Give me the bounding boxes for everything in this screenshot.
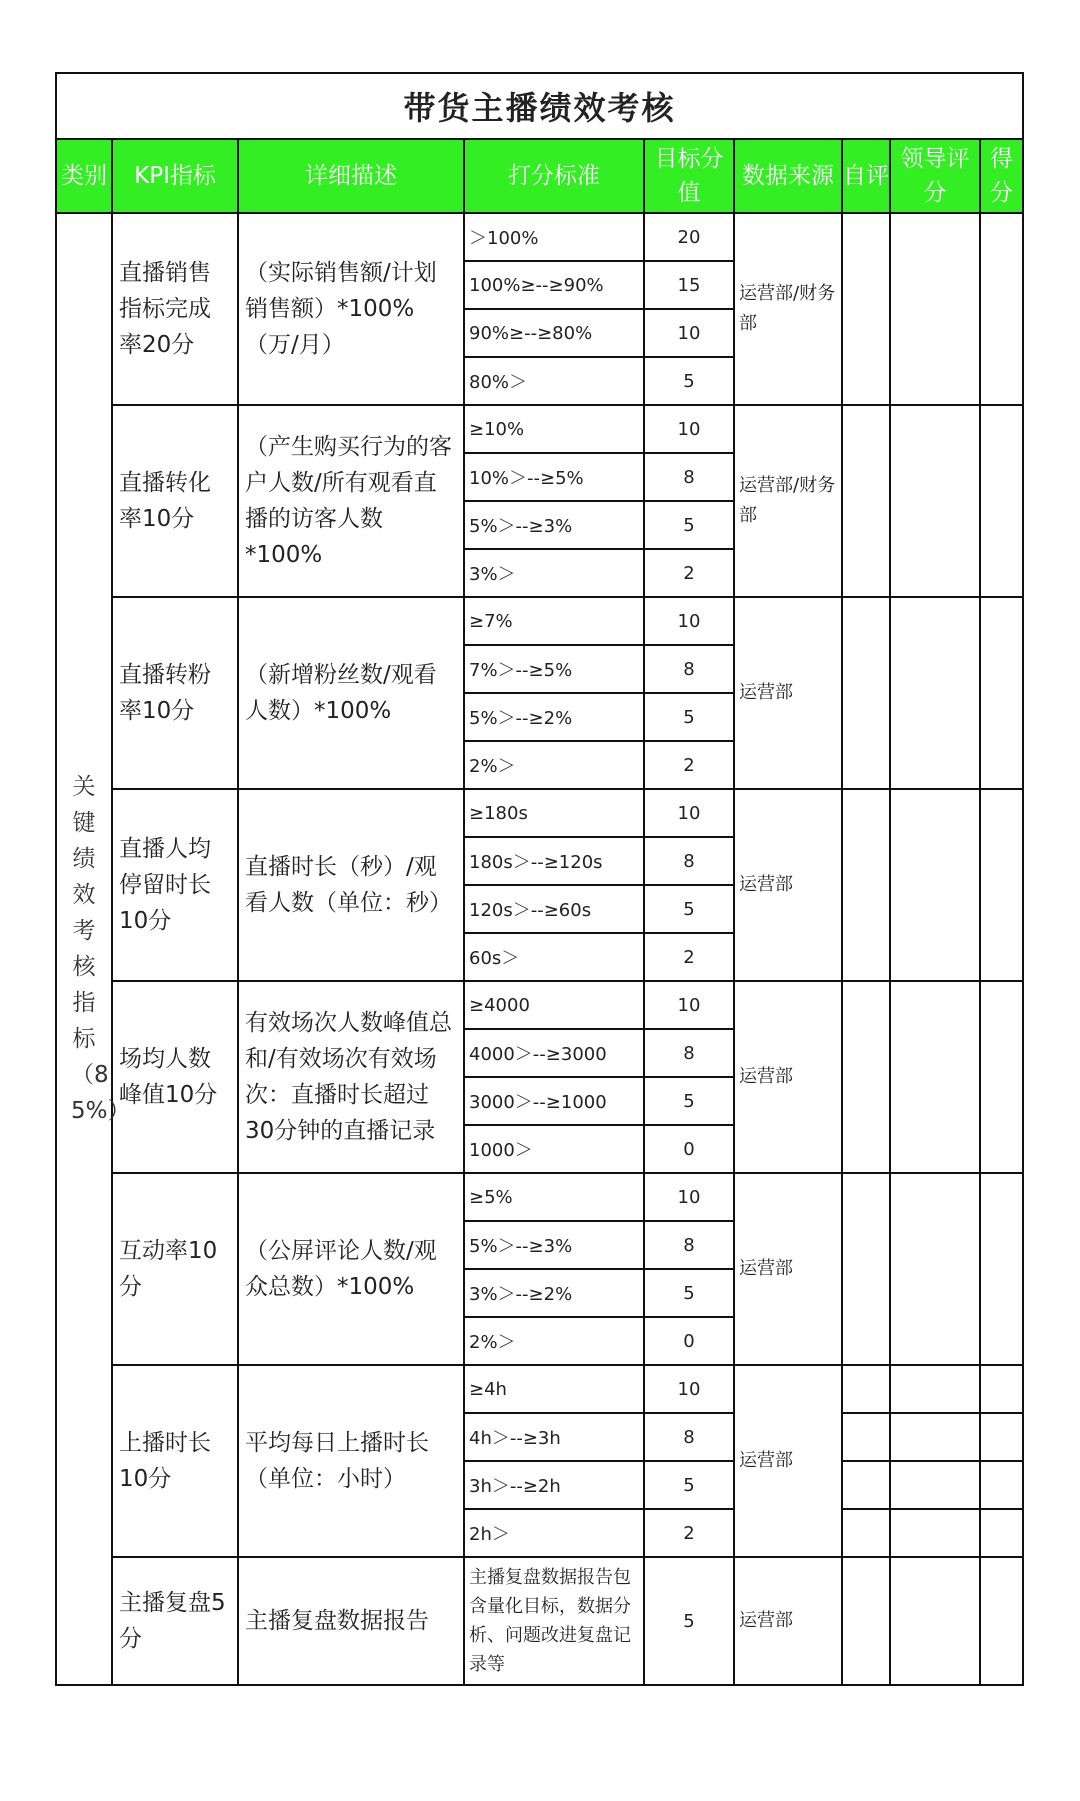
data-source-cell: 运营部/财务部 [734,213,842,405]
criteria-cell: 120s＞--≥60s [464,885,644,933]
kpi-name: 场均人数峰值10分 [112,981,238,1173]
table-row [56,981,1023,1029]
final-score-cell[interactable] [980,981,1023,1173]
target-score-cell: 0 [644,1317,734,1365]
target-score-cell: 10 [644,597,734,645]
criteria-cell: 100%≥--≥90% [464,261,644,309]
criteria-cell: 80%＞ [464,357,644,405]
kpi-name: 主播复盘5分 [112,1557,238,1685]
final-score-cell[interactable] [980,1461,1023,1509]
leader-score-input[interactable] [890,405,980,597]
leader-score-input[interactable] [890,1173,980,1365]
target-score-cell: 8 [644,645,734,693]
criteria-cell: 180s＞--≥120s [464,837,644,885]
target-score-cell: 5 [644,1461,734,1509]
header-self-score: 自评 [842,139,890,213]
criteria-cell: 2%＞ [464,741,644,789]
table-row [56,1557,1023,1685]
leader-score-input[interactable] [890,597,980,789]
criteria-cell: 5%＞--≥2% [464,693,644,741]
final-score-cell[interactable] [980,1173,1023,1365]
self-score-input[interactable] [842,597,890,789]
data-source-cell: 运营部 [734,1365,842,1557]
final-score-cell[interactable] [980,789,1023,981]
page-title: 带货主播绩效考核 [56,73,1023,139]
leader-score-input[interactable] [890,789,980,981]
target-score-cell: 2 [644,933,734,981]
target-score-cell: 10 [644,1365,734,1413]
criteria-cell: 3%＞--≥2% [464,1269,644,1317]
criteria-cell: 60s＞ [464,933,644,981]
table-row [56,789,1023,837]
criteria-cell: 2h＞ [464,1509,644,1557]
criteria-cell: 5%＞--≥3% [464,1221,644,1269]
category-cell [56,213,131,1685]
criteria-cell: 5%＞--≥3% [464,501,644,549]
criteria-cell: 1000＞ [464,1125,644,1173]
target-score-cell: 5 [644,501,734,549]
leader-score-input[interactable] [890,1557,980,1685]
leader-score-input[interactable] [890,1461,980,1509]
self-score-input[interactable] [842,789,890,981]
header-criteria: 打分标准 [464,139,644,213]
kpi-table-body [56,73,1023,1685]
final-score-cell[interactable] [980,1557,1023,1685]
header-leader-score: 领导评分 [890,139,980,213]
criteria-cell: 7%＞--≥5% [464,645,644,693]
header-final-score: 得分 [980,139,1023,213]
target-score-cell: 5 [644,1269,734,1317]
target-score-cell: 8 [644,453,734,501]
header-data-source: 数据来源 [734,139,842,213]
self-score-input[interactable] [842,1365,890,1413]
target-score-cell: 10 [644,981,734,1029]
table-row [56,1365,1023,1413]
criteria-cell: 4000＞--≥3000 [464,1029,644,1077]
kpi-name: 直播人均停留时长10分 [112,789,238,981]
target-score-cell: 8 [644,1029,734,1077]
target-score-cell: 10 [644,309,734,357]
criteria-cell: 4h＞--≥3h [464,1413,644,1461]
kpi-description: 直播时长（秒）/观看人数（单位：秒） [238,789,464,981]
kpi-description: 有效场次人数峰值总和/有效场次有效场次：直播时长超过30分钟的直播记录 [238,981,464,1173]
final-score-cell[interactable] [980,1365,1023,1413]
target-score-cell: 2 [644,1509,734,1557]
criteria-cell: 90%≥--≥80% [464,309,644,357]
criteria-cell: 3%＞ [464,549,644,597]
table-row [56,213,1023,261]
target-score-cell: 5 [644,1077,734,1125]
target-score-cell: 8 [644,1221,734,1269]
table-row [56,597,1023,645]
self-score-input[interactable] [842,1413,890,1461]
kpi-description: 主播复盘数据报告 [238,1557,464,1685]
table-row [56,405,1023,453]
target-score-cell: 10 [644,1173,734,1221]
final-score-cell[interactable] [980,405,1023,597]
target-score-cell: 20 [644,213,734,261]
leader-score-input[interactable] [890,213,980,405]
target-score-cell: 5 [644,693,734,741]
criteria-cell: 3h＞--≥2h [464,1461,644,1509]
target-score-cell: 10 [644,405,734,453]
self-score-input[interactable] [842,405,890,597]
self-score-input[interactable] [842,1461,890,1509]
target-score-cell: 5 [644,1557,734,1685]
criteria-cell: ≥4h [464,1365,644,1413]
kpi-description: （产生购买行为的客户人数/所有观看直播的访客人数*100% [238,405,464,597]
target-score-cell: 10 [644,789,734,837]
target-score-cell: 5 [644,885,734,933]
header-description: 详细描述 [238,139,464,213]
final-score-cell[interactable] [980,1413,1023,1461]
data-source-cell: 运营部/财务部 [734,405,842,597]
kpi-description: （实际销售额/计划销售额）*100%（万/月） [238,213,464,405]
leader-score-input[interactable] [890,1509,980,1557]
kpi-sheet [55,72,1022,1686]
header-kpi: KPI指标 [112,139,238,213]
target-score-cell: 8 [644,1413,734,1461]
criteria-cell: 主播复盘数据报告包含量化目标，数据分析、问题改进复盘记录等 [464,1557,644,1685]
final-score-cell[interactable] [980,1509,1023,1557]
criteria-cell: 2%＞ [464,1317,644,1365]
data-source-cell: 运营部 [734,597,842,789]
final-score-cell[interactable] [980,213,1023,405]
header-category: 类别 [56,139,112,213]
criteria-cell: ≥4000 [464,981,644,1029]
data-source-cell: 运营部 [734,789,842,981]
kpi-name: 直播销售指标完成率20分 [112,213,238,405]
leader-score-input[interactable] [890,1413,980,1461]
target-score-cell: 0 [644,1125,734,1173]
kpi-description: 平均每日上播时长（单位：小时） [238,1365,464,1557]
header-row [56,139,1023,213]
criteria-cell: ≥10% [464,405,644,453]
kpi-table [55,72,1024,1686]
leader-score-input[interactable] [890,1365,980,1413]
header-target-score: 目标分值 [644,139,734,213]
criteria-cell: ≥180s [464,789,644,837]
kpi-description: （新增粉丝数/观看人数）*100% [238,597,464,789]
target-score-cell: 5 [644,357,734,405]
criteria-cell: ＞100% [464,213,644,261]
data-source-cell: 运营部 [734,981,842,1173]
target-score-cell: 2 [644,549,734,597]
data-source-cell: 运营部 [734,1173,842,1365]
criteria-cell: ≥7% [464,597,644,645]
self-score-input[interactable] [842,213,890,405]
kpi-description: （公屏评论人数/观众总数）*100% [238,1173,464,1365]
kpi-name: 上播时长10分 [112,1365,238,1557]
self-score-input[interactable] [842,981,890,1173]
self-score-input[interactable] [842,1173,890,1365]
category-label: 关键绩效考核指标（85%） [71,774,131,1124]
self-score-input[interactable] [842,1557,890,1685]
kpi-name: 互动率10分 [112,1173,238,1365]
criteria-cell: ≥5% [464,1173,644,1221]
final-score-cell[interactable] [980,597,1023,789]
target-score-cell: 8 [644,837,734,885]
kpi-name: 直播转粉率10分 [112,597,238,789]
kpi-name: 直播转化率10分 [112,405,238,597]
leader-score-input[interactable] [890,981,980,1173]
criteria-cell: 3000＞--≥1000 [464,1077,644,1125]
self-score-input[interactable] [842,1509,890,1557]
table-row [56,1173,1023,1221]
target-score-cell: 2 [644,741,734,789]
data-source-cell: 运营部 [734,1557,842,1685]
target-score-cell: 15 [644,261,734,309]
criteria-cell: 10%＞--≥5% [464,453,644,501]
